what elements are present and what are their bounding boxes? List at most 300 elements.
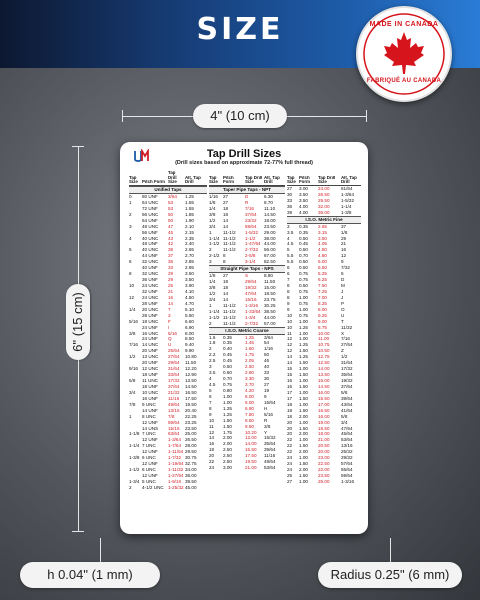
table-cell: 8.70 — [264, 199, 273, 205]
table-cell: 0.50 — [223, 364, 232, 370]
table-cell: 11-1/2 — [223, 314, 236, 320]
table-cell: 42 — [168, 241, 174, 247]
table-cell: 12 UNF — [142, 461, 158, 467]
table-cell: 29.50 — [318, 197, 330, 203]
table-cell: 4.20 — [245, 387, 254, 393]
table-cell: 18 UNF — [142, 383, 158, 389]
made-in-canada-badge — [356, 6, 452, 102]
table-cell: 0.75 — [299, 312, 308, 318]
table-cell: 2.5 — [209, 358, 216, 364]
table-cell: 16.50 — [318, 407, 330, 413]
table-cell: 28 UNF — [142, 312, 158, 318]
table-cell: 7.25 — [318, 288, 327, 294]
table-cell: 7 — [209, 399, 212, 405]
table-cell: 8 — [287, 288, 290, 294]
table-cell: 10 — [287, 312, 293, 318]
table-cell: 2.70 — [185, 253, 194, 259]
table-cell: 6.30 — [264, 193, 273, 199]
table-cell: 1-1/2 — [129, 467, 140, 473]
table-cell: 56 UNF — [142, 229, 158, 235]
table-cell: 8 — [287, 294, 290, 300]
table-cell: 23.50 — [264, 223, 276, 229]
table-cell: R — [245, 199, 249, 205]
table-cell: 14 UNF — [142, 407, 158, 413]
table-cell: 6 UNC — [142, 455, 156, 461]
table-cell: 0.35 — [223, 340, 232, 346]
table-cell: 35/64 — [264, 441, 276, 447]
table-cell: 36 — [287, 203, 293, 209]
table-cell: 10.00 — [318, 330, 330, 336]
badge-text-bottom: FABRIQUÉ AU CANADA — [366, 78, 442, 84]
table-cell: 2 — [129, 484, 132, 490]
table-cell: 5.5 — [287, 259, 294, 265]
table-cell: 1/2 — [129, 354, 136, 360]
table-section-header: Taper Pipe Taps - NPT — [209, 186, 285, 194]
table-cell: 5 — [209, 387, 212, 393]
table-cell: 1.00 — [299, 478, 308, 484]
radius-label: Radius 0.25" (6 mm) — [318, 562, 462, 588]
table-cell: 1.00 — [299, 294, 308, 300]
table-cell: 5.50 — [185, 312, 194, 318]
table-cell: 45.00 — [185, 484, 197, 490]
table-cell: 24.00 — [318, 186, 330, 191]
table-cell: 3/8 — [209, 285, 216, 290]
table-cell: 4.80 — [318, 253, 327, 259]
table-header-cell: Pitch Form — [142, 180, 165, 185]
table-cell: 15.00 — [318, 378, 330, 383]
table-cell: 2.90 — [245, 370, 254, 376]
table-cell: 1.00 — [299, 318, 308, 324]
table-cell: 37/64 — [245, 211, 257, 217]
table-cell: 1-1/4 — [129, 443, 140, 449]
table-cell: 1-3/64 — [341, 191, 355, 197]
table-cell: 2-7/32 — [245, 320, 259, 326]
table-cell: 1.8 — [209, 340, 216, 346]
table-cell: 39/64 — [341, 395, 353, 401]
table-cell: 5/16 — [264, 411, 273, 417]
table-cell: 1-1/4 — [209, 308, 220, 314]
table-cell: 1.50 — [299, 461, 308, 467]
table-cell: 5.00 — [318, 259, 327, 265]
table-cell: 1.50 — [299, 395, 308, 401]
table-cell: 15/32 — [264, 435, 276, 441]
height-dimension-tick-bottom — [72, 531, 84, 532]
table-cell: 3.00 — [223, 465, 232, 471]
table-cell: 11/16 — [168, 395, 180, 401]
table-cell: 0.35 — [299, 223, 308, 229]
table-header — [287, 172, 361, 186]
table-cell: 37/64 — [168, 383, 180, 389]
table-cell: 12.90 — [185, 372, 197, 378]
table-cell: 1-3/4 — [129, 478, 140, 484]
table-cell: 1.50 — [299, 443, 308, 449]
table-cell: 18.00 — [264, 217, 276, 223]
table-cell: U — [168, 342, 172, 348]
table-cell: 18 — [287, 407, 293, 413]
table-cell: 61/64 — [341, 186, 353, 191]
table-cell: 2.50 — [223, 459, 232, 465]
table-cell: 11-1/2 — [223, 241, 236, 247]
table-header-cell: Alt. Tap Drill — [341, 175, 357, 185]
table-cell: 1.00 — [299, 366, 308, 372]
table-header-cell: Tap Size — [129, 175, 138, 185]
table-cell: 0.50 — [299, 265, 308, 271]
table-cell: 41/64 — [341, 407, 353, 413]
table-cell: 40 UNF — [142, 265, 158, 271]
table-cell: 1-5/32 — [341, 197, 355, 203]
table-cell: 29 — [341, 235, 347, 241]
table-cell: 9.25 — [318, 312, 327, 318]
table-cell: 30.25 — [264, 302, 276, 308]
table-cell: F — [168, 318, 171, 324]
table-cell: 2.95 — [185, 265, 194, 271]
table-cell: 29 — [168, 277, 174, 283]
table-cell: 12 — [287, 336, 293, 342]
table-cell: 3/64 — [264, 334, 273, 340]
table-cell: 1-3/8 — [129, 455, 140, 461]
table-cell: 18 — [209, 447, 215, 453]
table-cell: 3/4 — [209, 296, 216, 302]
table-cell: 30 — [264, 376, 270, 382]
table-cell: 0.60 — [223, 370, 232, 376]
table-cell: 15.50 — [245, 447, 257, 453]
table-cell: 28.00 — [185, 443, 197, 449]
table-cell: 14 — [287, 354, 293, 360]
table-cell: 24 UNC — [142, 283, 159, 288]
table-cell: 24 UNC — [142, 294, 159, 300]
table-cell: 7/16 — [245, 205, 254, 211]
table-cell: 17 — [287, 389, 293, 395]
table-cell: 1-1/2 — [209, 241, 220, 247]
table-cell: 19/32 — [245, 285, 257, 290]
table-cell: 12.50 — [318, 360, 330, 366]
table-cell: 82.50 — [264, 259, 276, 265]
table-cell: 53 — [168, 199, 174, 205]
table-cell: 14 — [168, 300, 174, 306]
table-cell: U — [341, 312, 345, 318]
table-cell: 67.00 — [264, 253, 276, 259]
table-cell: 6 — [209, 393, 212, 399]
table-cell: 14 — [287, 360, 293, 366]
table-cell: 5/16 — [168, 330, 177, 336]
table-cell: 7 UNC — [142, 443, 156, 449]
table-cell: 1/2 — [341, 354, 348, 360]
table-cell: 0.75 — [299, 271, 308, 277]
table-cell: 32.00 — [318, 203, 330, 209]
table-cell: 4.00 — [299, 203, 308, 209]
table-cell: 1-3/4 — [245, 314, 256, 320]
table-cell: 6.00 — [245, 399, 254, 405]
table-cell: 18 — [223, 205, 229, 211]
table-section-header: I.S.O. Metric Fine — [287, 216, 361, 224]
height-dimension-tick-top — [72, 146, 84, 147]
table-cell: 15.00 — [264, 285, 276, 290]
table-cell: 22 — [287, 443, 293, 449]
badge-text-top: MADE IN CANADA — [369, 21, 439, 28]
table-cell: 12 — [129, 294, 135, 300]
table-cell: 18 — [287, 401, 293, 407]
table-cell: 30 — [287, 191, 293, 197]
table-cell: 2-7/32 — [245, 247, 259, 253]
table-cell: 3/8 — [209, 211, 216, 217]
table-cell: 16 UNC — [142, 330, 159, 336]
table-cell: 31/64 — [341, 360, 353, 366]
table-cell: 14 — [223, 223, 229, 229]
table-cell: 3.15 — [318, 229, 327, 235]
table-cell: 8.75 — [318, 324, 327, 330]
table-cell: 13/16 — [341, 443, 353, 449]
table-cell: 16 — [287, 383, 293, 389]
table-cell: 14 — [209, 435, 215, 441]
table-cell: 17/32 — [168, 378, 180, 383]
table-cell: 14.50 — [264, 211, 276, 217]
table-cell: 27/64 — [341, 342, 353, 348]
table-cell: 26.50 — [185, 437, 197, 443]
table-cell: 1-11/64 — [168, 449, 184, 455]
table-cell: 8 — [209, 405, 212, 411]
table-cell: X — [341, 330, 345, 336]
table-cell: 55/64 — [341, 467, 353, 473]
table-cell: 47/64 — [341, 425, 353, 431]
table-cell: 28 UNF — [142, 300, 158, 306]
table-cell: 1-3/64 — [168, 437, 182, 443]
table-cell: 8 — [223, 259, 226, 265]
table-cell: 4 — [287, 235, 290, 241]
table-cell: 11-1/2 — [223, 308, 236, 314]
table-cell: 2.00 — [223, 435, 232, 441]
table-cell: 12 — [287, 342, 293, 348]
table-cell: 46 — [264, 358, 270, 364]
table-cell: 3/4 — [209, 223, 216, 229]
table-cell: 1-7/64 — [168, 443, 182, 449]
table-cell: 12 — [341, 253, 347, 259]
table-cell: 32 UNF — [142, 288, 158, 294]
table-cell: 3.90 — [185, 283, 194, 288]
table-cell: 10 — [287, 318, 293, 324]
table-cell: 3-1/4 — [245, 259, 256, 265]
table-cell: 23.50 — [185, 425, 197, 431]
table-cell: 25.00 — [185, 431, 197, 437]
table-cell: 7.50 — [318, 283, 327, 288]
table-cell: 6.80 — [245, 405, 254, 411]
table-cell: 1-1/8 — [129, 431, 140, 437]
table-cell: 44 UNF — [142, 253, 158, 259]
table-cell: 17.50 — [185, 395, 197, 401]
table-cell: 11.10 — [264, 205, 276, 211]
table-cell: 32 UNC — [142, 259, 159, 265]
table-cell: 36 — [168, 259, 174, 265]
thickness-pointer-line — [100, 538, 101, 562]
table-cell: 0.50 — [299, 259, 308, 265]
table-cell: 9 — [341, 259, 344, 265]
table-cell: 2.40 — [185, 241, 194, 247]
table-cell: 8.00 — [185, 330, 194, 336]
table-cell: 0.75 — [299, 288, 308, 294]
table-cell: 2.50 — [223, 453, 232, 459]
table-cell: 37/64 — [341, 383, 353, 389]
table-cell: 2.00 — [299, 467, 308, 473]
table-cell: 29.00 — [264, 229, 276, 235]
table-cell: 20 — [287, 431, 293, 437]
width-dimension-tick-right — [366, 110, 367, 122]
table-cell: 40 — [264, 364, 270, 370]
table-cell: 6 — [287, 271, 290, 277]
table-cell: 0.50 — [299, 247, 308, 253]
table-cell: 18.00 — [318, 431, 330, 437]
table-header-cell: Tap Size — [209, 175, 218, 185]
table-cell: 50 — [168, 211, 174, 217]
table-cell: 31/64 — [168, 366, 180, 372]
table-cell: 11-1/2 — [223, 302, 236, 308]
table-cell: 0.35 — [299, 229, 308, 235]
table-cell: 2 — [209, 346, 212, 352]
table-cell: 16 — [341, 247, 347, 253]
table-cell: 22 — [287, 449, 293, 455]
table-cell: 5 — [129, 247, 132, 253]
table-cell: 43 — [168, 235, 174, 241]
table-cell: 15/16 — [168, 425, 180, 431]
table-cell: 29/64 — [168, 360, 180, 366]
table-cell: 8 — [223, 253, 226, 259]
table-cell: 25/64 — [168, 348, 180, 354]
table-cell: 14.50 — [185, 383, 197, 389]
table-cell: 1.00 — [299, 389, 308, 395]
table-cell: 59/64 — [168, 419, 180, 425]
table-cell: 23.50 — [318, 473, 330, 478]
table-cell: 17.00 — [318, 401, 330, 407]
table-cell: 2.05 — [245, 358, 254, 364]
table-cell: T — [341, 318, 344, 324]
table-cell: 1/8 — [209, 199, 216, 205]
table-cell: 13.50 — [185, 378, 197, 383]
table-cell: 20 UNF — [142, 348, 158, 354]
table-cell: 18 — [223, 285, 229, 290]
table-cell: 21/32 — [168, 389, 180, 395]
table-cell: 38 — [168, 247, 174, 253]
table-cell: 25 — [287, 473, 293, 478]
table-section-header: Straight Pipe Taps - NPS — [209, 265, 285, 273]
table-cell: 19/32 — [341, 378, 353, 383]
table-cell: 14 — [223, 217, 229, 223]
table-cell: M — [341, 283, 345, 288]
table-cell: 1.00 — [299, 437, 308, 443]
table-cell: 0.80 — [223, 387, 232, 393]
table-cell: 1-11/32 — [168, 467, 184, 473]
table-cell: 1.6 — [209, 334, 216, 340]
table-cell: 1.90 — [185, 217, 194, 223]
table-cell: 9 — [287, 306, 290, 312]
table-section-header: I.S.O. Metric Coarse — [209, 327, 285, 335]
table-section-header: Unified Taps — [129, 186, 207, 194]
table-cell: 15/64 — [264, 399, 276, 405]
table-cell: 1 — [209, 302, 212, 308]
table-cell: 39.50 — [185, 478, 197, 484]
table-cell: P — [341, 300, 345, 306]
table-cell: 1.00 — [299, 378, 308, 383]
table-cell: 20 — [287, 419, 293, 425]
table-cell: 1.00 — [299, 306, 308, 312]
table-cell: 12.20 — [185, 366, 197, 372]
table-cell: 18.50 — [318, 425, 330, 431]
table-cell: 33 — [287, 197, 293, 203]
table-cell: 50 — [264, 352, 270, 358]
table-cell: 20 UNF — [142, 360, 158, 366]
table-cell: 9 — [209, 411, 212, 417]
table-cell: 57/64 — [341, 461, 353, 467]
table-cell: 17/32 — [341, 366, 353, 372]
table-cell: 1-19/64 — [168, 461, 184, 467]
table-cell: 27/64 — [168, 354, 180, 360]
table-cell: 1.50 — [299, 407, 308, 413]
table-cell: 18 — [223, 211, 229, 217]
table-cell: 1.50 — [299, 383, 308, 389]
table-cell: 37 — [341, 223, 347, 229]
table-cell: 7.00 — [318, 294, 327, 300]
table-cell: 2.65 — [318, 223, 327, 229]
table-cell: 4.50 — [318, 247, 327, 253]
table-cell: 33/64 — [168, 372, 180, 378]
table-cell: 2-5/8 — [245, 253, 256, 259]
table-cell: 45 — [168, 229, 174, 235]
table-row — [209, 465, 285, 471]
table-cell: 1.50 — [299, 360, 308, 366]
table-cell: 1.55 — [185, 205, 194, 211]
table-cell: 6.60 — [185, 318, 194, 324]
table-cell: 5.25 — [318, 271, 327, 277]
table-header-cell: Pitch Form — [223, 175, 234, 185]
table-cell: 53/64 — [341, 437, 353, 443]
table-cell: 3.30 — [245, 376, 254, 382]
table-cell: 3.70 — [245, 382, 254, 387]
table-cell: 80 UNF — [142, 193, 158, 199]
table-cell: 53/64 — [264, 465, 276, 471]
table-cell: 11-1/2 — [223, 320, 236, 326]
table-cell: 36 UNF — [142, 277, 158, 283]
table-cell: 49/64 — [264, 459, 276, 465]
table-cell: 40 UNC — [142, 235, 159, 241]
table-cell: 13 UNC — [142, 354, 159, 360]
table-header-cell: Tap Drill Size — [245, 175, 263, 185]
table-cell: 1-1/4 — [209, 235, 220, 241]
table-cell: 1 — [129, 413, 132, 419]
table-cell: 2.00 — [299, 431, 308, 437]
table-cell: 0.75 — [299, 277, 308, 283]
table-cell: 20.00 — [318, 449, 330, 455]
table-cell: 0.45 — [223, 358, 232, 364]
table-cell: 27 — [287, 186, 293, 191]
table-cell: 11 UNC — [142, 378, 158, 383]
table-cell: 10 UNC — [142, 389, 159, 395]
table-cell: 0.70 — [223, 376, 232, 382]
table-cell: 1.25 — [299, 324, 308, 330]
table-cell: J — [341, 294, 344, 300]
table-cell: 1-3/8 — [341, 209, 352, 215]
table-cell: 1.50 — [299, 372, 308, 378]
table-cell: 1-25/32 — [168, 484, 184, 490]
table-cell: 9.90 — [185, 348, 194, 354]
table-cell: 8.50 — [245, 417, 254, 423]
table-cell: 1.00 — [223, 399, 232, 405]
banner-title: SIZE — [196, 12, 284, 47]
table-cell: 5.50 — [318, 265, 327, 271]
table-cell: 1/16 — [209, 193, 218, 199]
table-cell: 0.50 — [299, 283, 308, 288]
table-cell: 24 UNF — [142, 336, 158, 342]
table-cell: 1.00 — [299, 401, 308, 407]
table-cell: 54 — [264, 340, 270, 346]
table-cell: 39 — [287, 209, 293, 215]
table-cell: 12.75 — [318, 354, 330, 360]
